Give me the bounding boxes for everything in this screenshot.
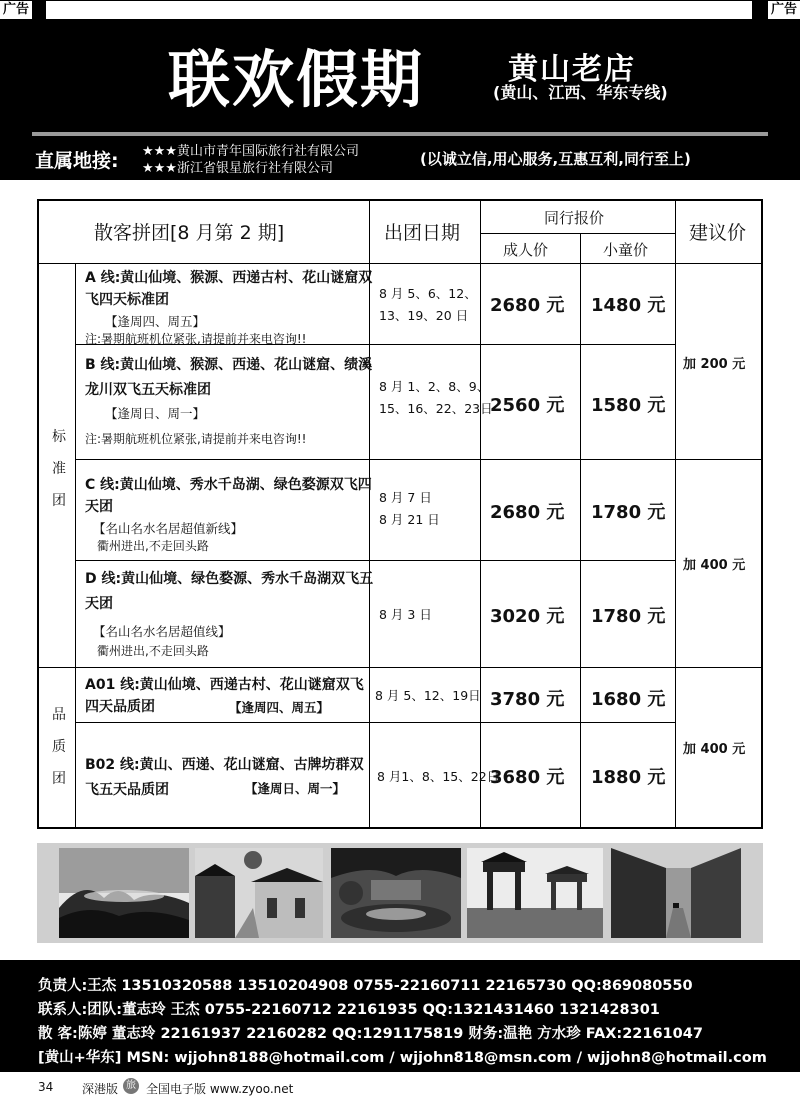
- child-price-a01: 1680 元: [591, 689, 666, 710]
- agency-2: ★★★浙江省银星旅行社有限公司: [142, 161, 333, 176]
- header-child: 小童价: [603, 241, 649, 259]
- header-suggest: 建议价: [689, 222, 747, 244]
- ad-blank: [46, 1, 752, 19]
- photo-mountain: [59, 848, 189, 938]
- header-peer: 同行报价: [544, 209, 605, 227]
- child-price-d: 1780 元: [591, 606, 666, 627]
- suggest-standard-cd: 加 400 元: [683, 558, 746, 573]
- header-tour: 散客拼团[8 月第 2 期]: [94, 222, 285, 244]
- motto: (以诚立信,用心服务,互惠互利,同行至上): [420, 150, 691, 168]
- tag-a01: 【逢周四、周五】: [229, 700, 330, 715]
- contact-line-1: 负责人:王杰 13510320588 13510204908 0755-22160711 22165730 QQ:869080550: [38, 978, 693, 994]
- photo-strip: [37, 843, 763, 943]
- child-price-b02: 1880 元: [591, 767, 666, 788]
- shop-lines: (黄山、江西、华东专线): [493, 83, 668, 102]
- group-quality: 品 质 团: [52, 707, 66, 787]
- date-a: 8 月 5、6、12、 13、19、20 日: [379, 286, 477, 323]
- child-price-c: 1780 元: [591, 502, 666, 523]
- shop-name: 黄山老店: [508, 52, 636, 87]
- child-price-a: 1480 元: [591, 295, 666, 316]
- ad-label-right: 广告: [768, 1, 800, 19]
- photo-village: [195, 848, 323, 938]
- adult-price-a: 2680 元: [490, 295, 565, 316]
- ad-label-left: 广告: [0, 1, 32, 19]
- date-c: 8 月 7 日 8 月 21 日: [379, 490, 440, 527]
- contact-line-2: 联系人:团队:董志玲 王杰 0755-22160712 22161935 QQ:1321431460 1321428301: [38, 1002, 660, 1018]
- adult-price-c: 2680 元: [490, 502, 565, 523]
- adult-price-b02: 3680 元: [490, 767, 565, 788]
- suggest-quality: 加 400 元: [683, 742, 746, 757]
- group-standard: 标 准 团: [52, 429, 66, 509]
- header-adult: 成人价: [503, 241, 549, 259]
- site-link[interactable]: 全国电子版 www.zyoo.net: [146, 1082, 294, 1096]
- header-date: 出团日期: [384, 222, 461, 244]
- adult-price-d: 3020 元: [490, 606, 565, 627]
- route-b: B 线:黄山仙境、猴源、西递、花山谜窟、绩溪龙川双飞五天标准团 【逢周日、周一】 注:暑期航班机位紧张,请提前并来电咨询!!: [85, 357, 373, 446]
- page-number: 34: [38, 1080, 54, 1094]
- date-a01: 8 月 5、12、19日: [375, 688, 481, 703]
- route-a: A 线:黄山仙境、猴源、西递古村、花山谜窟双飞四天标准团 【逢周四、周五】 注:暑期航班机位紧张,请提前并来电咨询!!: [85, 270, 373, 346]
- agency-1: ★★★黄山市青年国际旅行社有限公司: [142, 144, 359, 159]
- price-table: [37, 199, 763, 829]
- adult-price-b: 2560 元: [490, 395, 565, 416]
- photo-alley: [611, 848, 741, 938]
- tag-b02: 【逢周日、周一】: [245, 781, 346, 796]
- footer-contacts: [0, 960, 800, 1072]
- route-a01: A01 线:黄山仙境、西递古村、花山谜窟双飞四天品质团: [85, 677, 364, 716]
- date-b02: 8 月1、8、15、22日: [377, 769, 500, 784]
- ad-strip: [0, 0, 800, 20]
- publication-logo-icon: 旅: [123, 1078, 139, 1094]
- page-footer: [0, 1072, 800, 1100]
- suggest-standard-ab: 加 200 元: [683, 357, 746, 372]
- photo-archways: [467, 848, 603, 938]
- header-divider: [32, 132, 768, 136]
- child-price-b: 1580 元: [591, 395, 666, 416]
- header: [0, 20, 800, 180]
- brand-title: 联欢假期: [168, 43, 425, 116]
- route-b02: B02 线:黄山、西递、花山谜窟、古牌坊群双飞五天品质团: [85, 757, 364, 798]
- contact-line-3: 散 客:陈婷 董志玲 22161937 22160282 QQ:1291175819 财务:温艳 方水珍 FAX:22161047: [38, 1026, 703, 1042]
- photo-grotto: [331, 848, 461, 938]
- adult-price-a01: 3780 元: [490, 689, 565, 710]
- date-d: 8 月 3 日: [379, 607, 432, 622]
- direct-label: 直属地接:: [35, 150, 119, 172]
- route-c: C 线:黄山仙境、秀水千岛湖、绿色婺源双飞四天团 【名山名水名居超值新线】 衢州进出,不走回头路: [85, 477, 372, 553]
- edition-label: 深港版: [82, 1082, 119, 1096]
- date-b: 8 月 1、2、8、9、 15、16、22、23日: [379, 379, 493, 416]
- route-d: D 线:黄山仙境、绿色婺源、秀水千岛湖双飞五天团 【名山名水名居超值线】 衢州进出,不走回头路: [85, 571, 374, 658]
- contact-line-4: [黄山+华东] MSN: wjjohn8188@hotmail.com / wjjohn818@msn.com / wjjohn8@hotmail.com: [38, 1050, 767, 1066]
